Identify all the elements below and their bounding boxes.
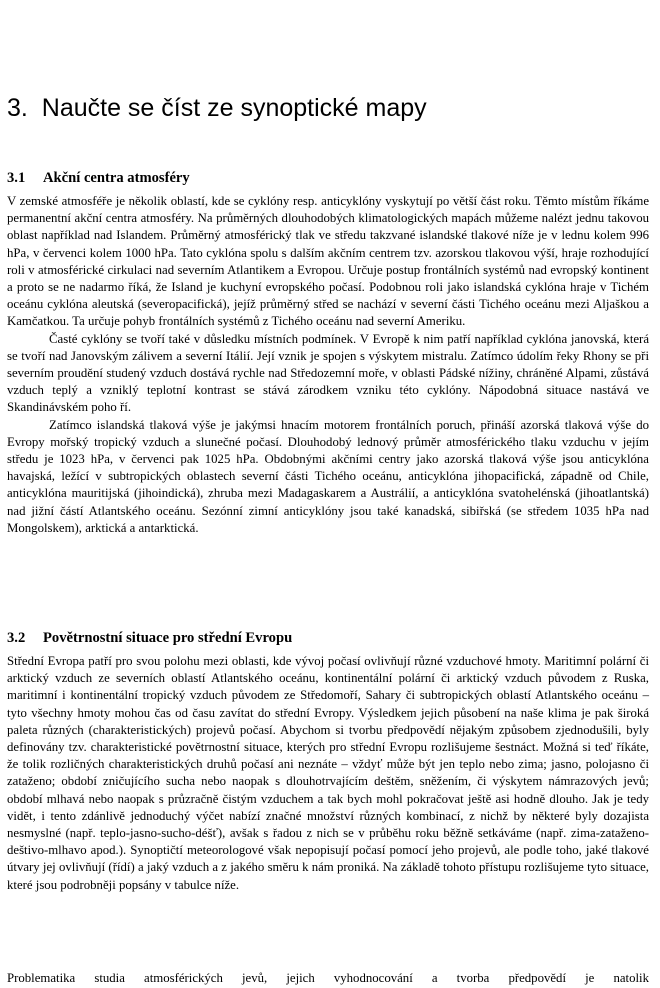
chapter-title-text: Naučte se číst ze synoptické mapy — [41, 94, 427, 122]
paragraph: V zemské atmosféře je několik oblastí, kde se cyklóny resp. anticyklóny vyskytují po větší část roku. Těmto místům říkáme permanentní akční centra atmosféry. Na průměrných dlouhodobých klimatologických mapách můžeme nalézt jednu takovou oblast například nad Islandem. Průměrný atmosférický tlak ve středu takzvané islandské tlakové níže je v lednu kolem 996 hPa, v červenci kolem 1000 hPa. Tato cyklóna spolu s dalším akčním centrem tzv. azorskou tlakovou výší, hraje rozhodující roli v atmosférické cirkulaci nad severním Atlantikem a Evropou. Určuje postup frontálních systémů nad evropský kontinent a proto se ne nadarmo říká, že Island je kuchyní evropského počasí. Podobnou roli jako islandská cyklóna hraje v Tichém oceánu cyklóna aleutská (severopacifická), jejíž průměrný střed se nachází v severní části Tichého oceánu mezi Aljaškou a Kamčatkou. Ta určuje pohyb frontálních systémů z Tichého oceánu nad severní Ameriku. — [7, 194, 649, 329]
section-body — [7, 193, 649, 537]
section-title: Akční centra atmosféry — [43, 170, 190, 186]
paragraph: Časté cyklóny se tvoří také v důsledku místních podmínek. V Evropě k nim patří například cyklóna janovská, která se tvoří nad Janovským zálivem a severní Itálií. Její vznik je spojen s výskytem mistralu. Zatímco údolím řeky Rhony se při severním proudění studený vzduch dostává rychle nad Středozemní moře, v oblasti Pádské nížiny, chráněné Alpami, zůstává vzduch teplý a vzniklý teplotní kontrast se stává zárodkem vzniku této cyklóny. Nápodobná situace nastává ve Skandinávském poho ří. — [7, 331, 649, 415]
paragraph: Střední Evropa patří pro svou polohu mezi oblasti, kde vývoj počasí ovlivňují různé vzduchové hmoty. Maritimní polární či arktický vzduch ze severních oblastí Atlantského oceánu, kontinentální polární či arktický vzduch původem z Ruska, maritimní i kontinentální tropický vzduch původem ze Středomoří, Sahary či subtropických oblastí Atlantského oceánu – tyto všechny hmoty mohou čas od času zavítat do střední Evropy. Výsledkem jejich působení na naše klima je pak široká paleta různých (charakteristických) projevů počasí. Abychom si tvorbu předpovědí nějakým způsobem zjednodušili, byly definovány tzv. charakteristické povětrnostní situace, kterých pro střední Evropu rozlišujeme šestnáct. Možná si teď říkáte, že tolik rozličných charakteristických druhů počasí ani neznáte – vždyť může být jen teplo nebo zima; jasno, polojasno či zataženo; období zničujícího sucha nebo naopak s dlouhotrvajícím deštěm, sněžením, či výskytem námrazových jevů; období mlhavá nebo naopak s průzračně čistým vzduchem a tak bych mohl pokračovat ještě asi hodně dlouho. Jak je tedy vidět, i tento zdánlivě jednoduchý výčet nabízí značné množství různých kombinací, z nichž by některé byly dozajista nesmyslné (např. teplo-jasno-sucho-déšť), avšak s řadou z nich se v průběhu roku běžně setkáváme (např. zima-zataženo-deštivo-mlhavo apod.). Synoptičtí meteorologové však nepopisují počasí pomocí jeho projevů, ale podle toho, jaké tlakové útvary jej ovlivňují (řídí) a jaký vzduch a z jakého směru k nám proniká. Na základě tohoto přístupu rozlišujeme tyto situace, které jsou podrobněji popsány v tabulce níže. — [7, 654, 649, 892]
section-heading — [7, 630, 292, 647]
section-title: Povětrnostní situace pro střední Evropu — [43, 630, 293, 646]
trailing-paragraph-block — [7, 970, 649, 987]
section-number: 3.2 — [7, 630, 26, 646]
paragraph: Zatímco islandská tlaková výše je jakýmsi hnacím motorem frontálních poruch, přináší azorská tlaková výše do Evropy mořský tropický vzduch a slunečné počasí. Dlouhodobý lednový průměr atmosférického tlaku vzduchu v jejím středu je 1023 hPa, v červenci pak 1025 hPa. Obdobnými akčními centry jako azorská tlaková výše jsou anticyklóna havajská, ležící v subtropických oblastech severní části Tichého oceánu, anticyklóna jihopacifická, západně od Chile, anticyklóna mauritijská (jihoindická), zhruba mezi Madagaskarem a Austrálií, a anticyklóna svatohelénská (jihoatlantská) nad jižní částí Atlantského oceánu. Sezónní zimní anticyklóny jsou také kanadská, sibiřská (se středem 1035 hPa nad Mongolskem), arktická a antarktická. — [7, 417, 649, 535]
chapter-title — [7, 94, 427, 123]
section-body — [7, 653, 649, 894]
chapter-number: 3. — [7, 94, 28, 122]
paragraph: Problematika studia atmosférických jevů, jejich vyhodnocování a tvorba předpovědí je natolik — [7, 971, 649, 985]
section-number: 3.1 — [7, 170, 26, 186]
section-heading — [7, 170, 190, 187]
